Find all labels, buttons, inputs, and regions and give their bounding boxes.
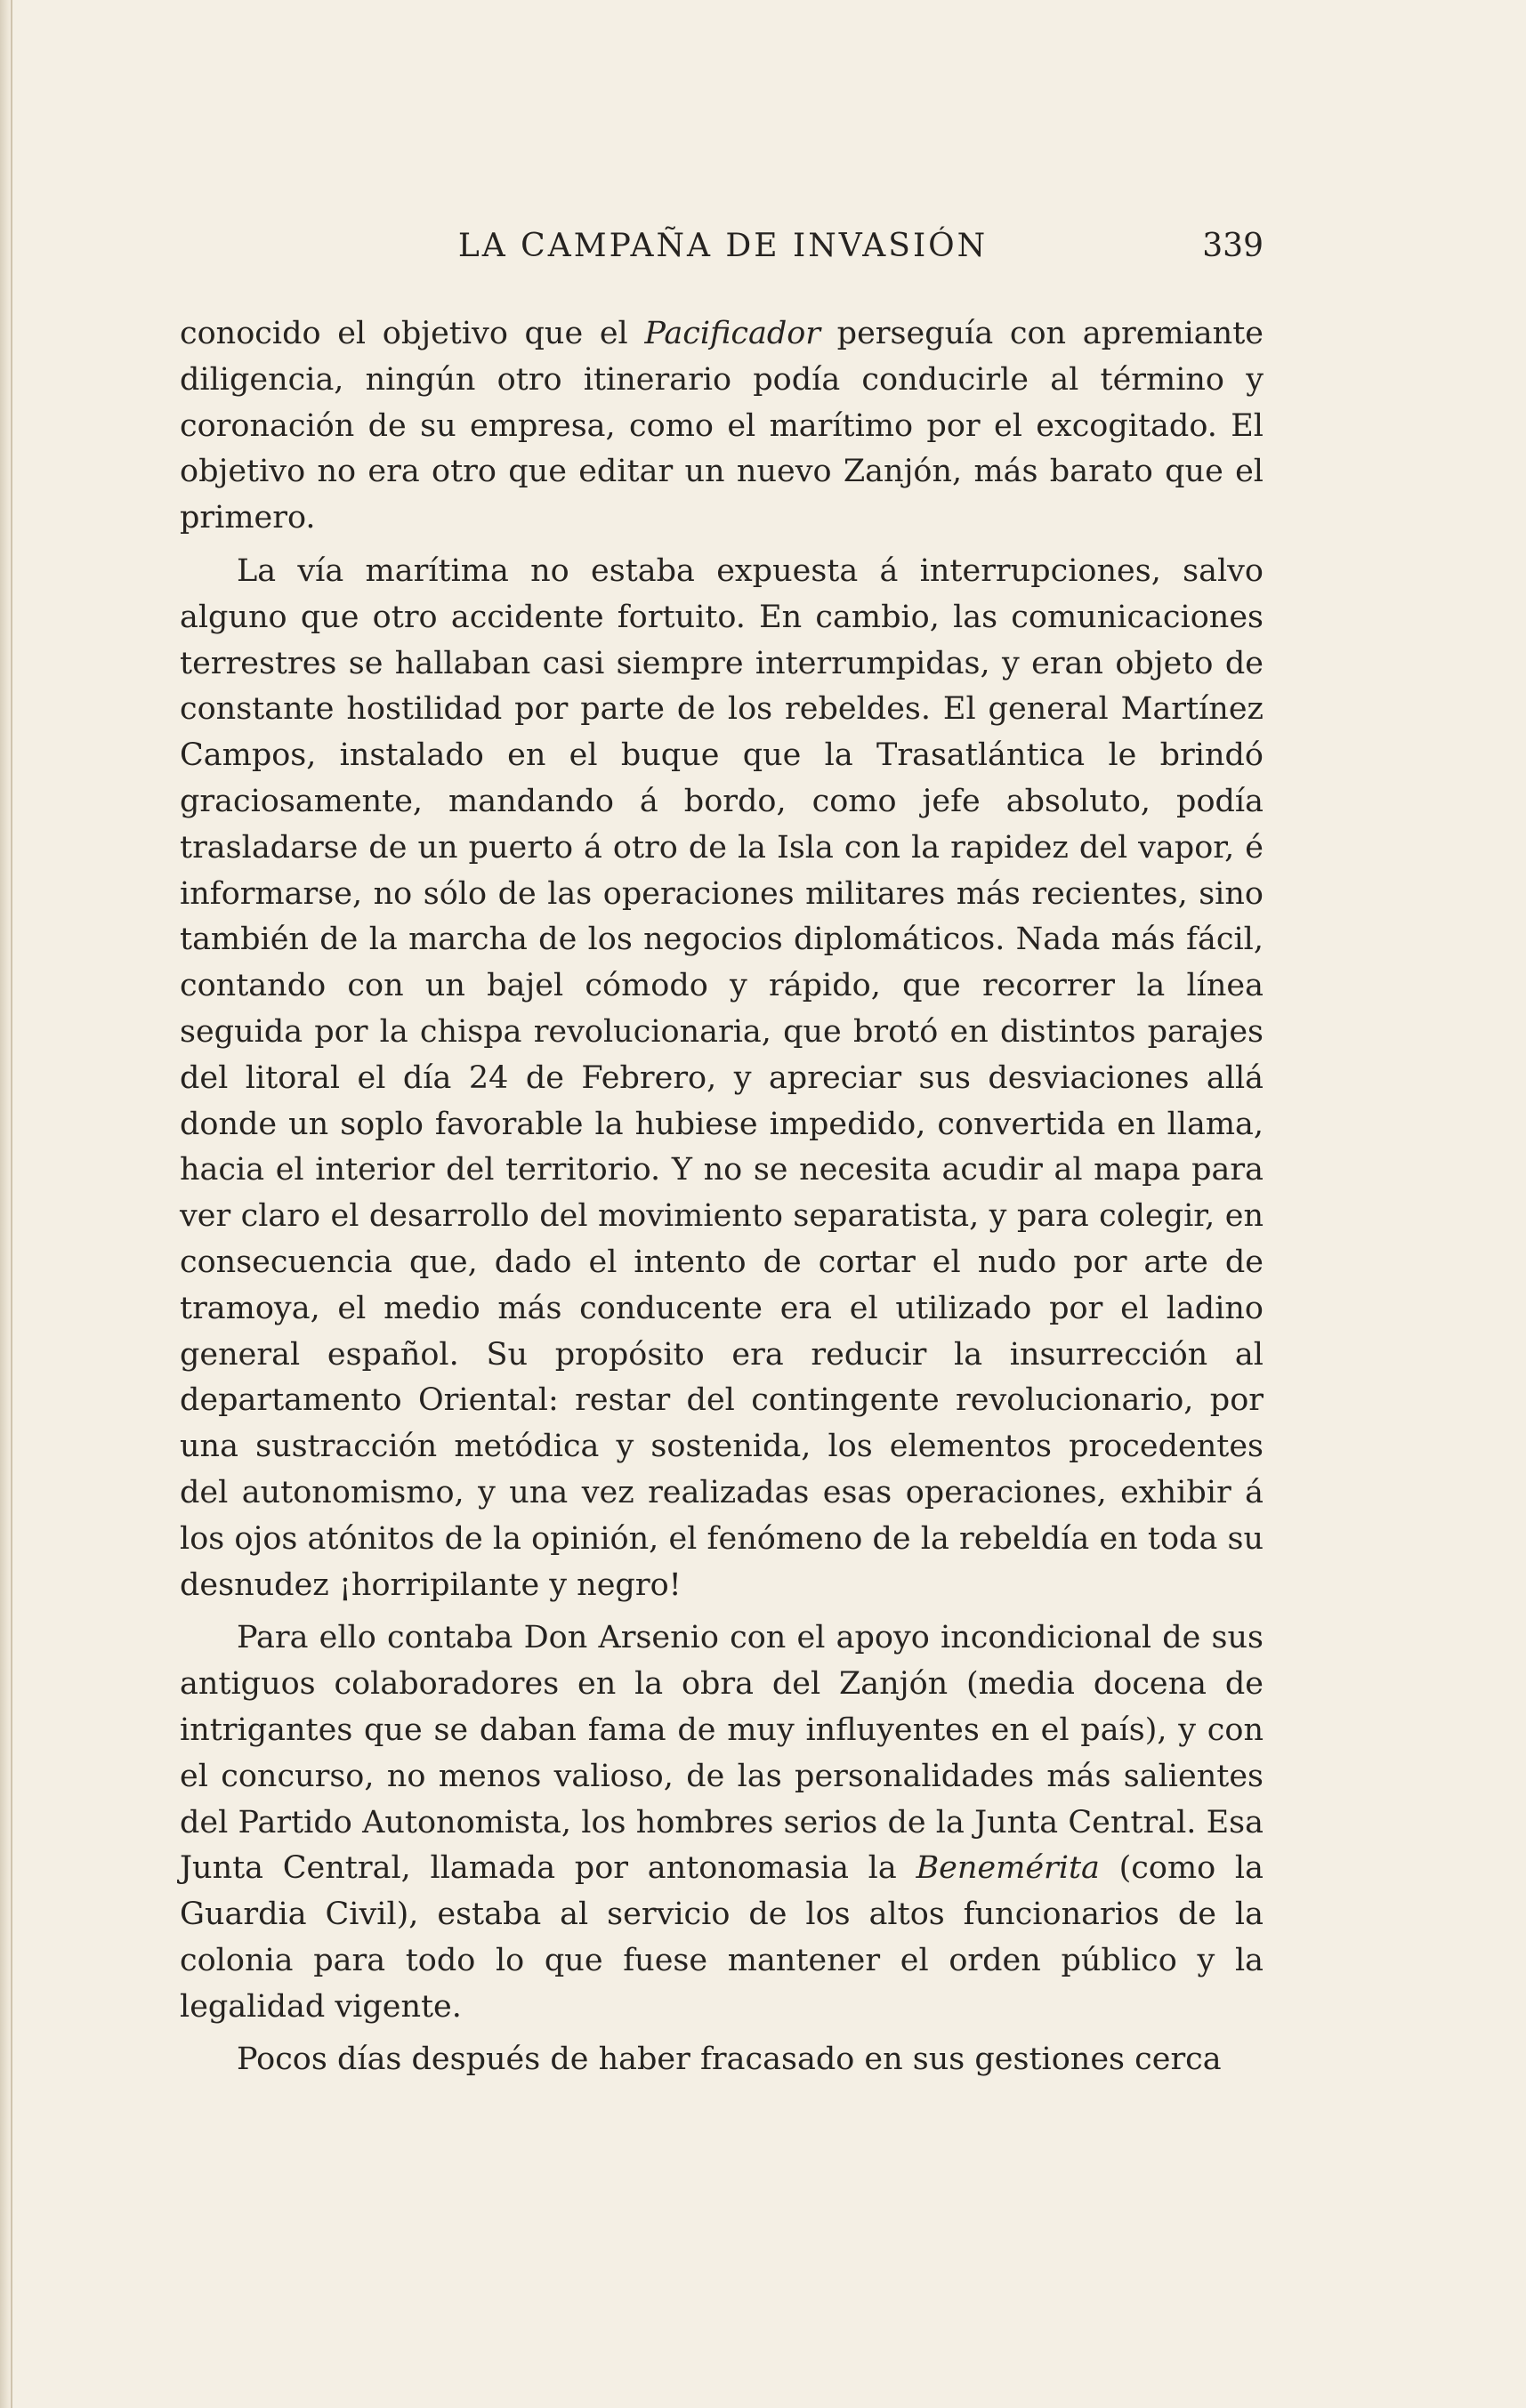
paragraph-1-text-b: perseguía con apremiante diligencia, ningún otro itinerario podía conducirle al término y coronación de su empresa, como el marítimo por el excogitado. El objetivo no era otro que editar un nuevo Zanjón, más barato que el primero. [180,316,1264,536]
italic-benemerita: Benemérita [916,1850,1100,1887]
paragraph-4: Pocos días después de haber fracasado en sus gestiones cerca [237,2042,1222,2078]
running-title: LA CAMPAÑA DE INVASIÓN [457,228,989,264]
paragraph-3-text-a: Para ello contaba Don Arsenio con el apoyo incondicional de sus antiguos colaboradores en la obra del Zanjón (media docena de intrigantes que se daban fama de muy influyentes en el país), y con el concurso, no menos valioso, de las personalidades más salientes del Partido Autonomista, los hombres serios de la Junta Central. Esa Junta Central, llamada por antonomasia la [180,1620,1264,1887]
running-head [182,224,1264,269]
italic-pacificador: Pacificador [644,316,821,351]
paragraph-1-text-a: conocido el objetivo que el [180,316,645,351]
paragraph-3 [180,1615,1264,2030]
paragraph-3-text-b: (como la Guardia Civil), estaba al servicio de los altos funcionarios de la colonia para todo lo que fuese mantener el orden público y la legalidad vigente. [180,1850,1264,2025]
binding-shadow [11,0,12,2408]
paragraph-1 [180,311,1264,542]
page-number: 339 [1202,228,1264,264]
body-text [180,311,1264,2083]
paragraph-2: La vía marítima no estaba expuesta á interrupciones, salvo alguno que otro accidente fortuito. En cambio, las comunicaciones terrestres se hallaban casi siempre interrumpidas, y eran objeto de constante hostilidad por parte de los rebeldes. El general Martínez Campos, instalado en el buque que la Trasatlántica le brindó graciosamente, mandando á bordo, como jefe absoluto, podía trasladarse de un puerto á otro de la Isla con la rapidez del vapor, é informarse, no sólo de las operaciones militares más recientes, sino también de la marcha de los negocios diplomáticos. Nada más fácil, contando con un bajel cómodo y rápido, que recorrer la línea seguida por la chispa revolucionaria, que brotó en distintos parajes del litoral el día 24 de Febrero, y apreciar sus desviaciones allá donde un soplo favorable la hubiese impedido, convertida en llama, hacia el interior del territorio. Y no se necesita acudir al mapa para ver claro el desarrollo del movimiento separatista, y para colegir, en consecuencia que, dado el intento de cortar el nudo por arte de tramoya, el medio más conducente era el utilizado por el ladino general español. Su propósito era reducir la insurrección al departamento Oriental: restar del contingente revolucionario, por una sustracción metódica y sostenida, los elementos procedentes del autonomismo, y una vez realizadas esas operaciones, exhibir á los ojos atónitos de la opinión, el fenómeno de la rebeldía en toda su desnudez ¡horripilante y negro! [180,552,1264,1603]
